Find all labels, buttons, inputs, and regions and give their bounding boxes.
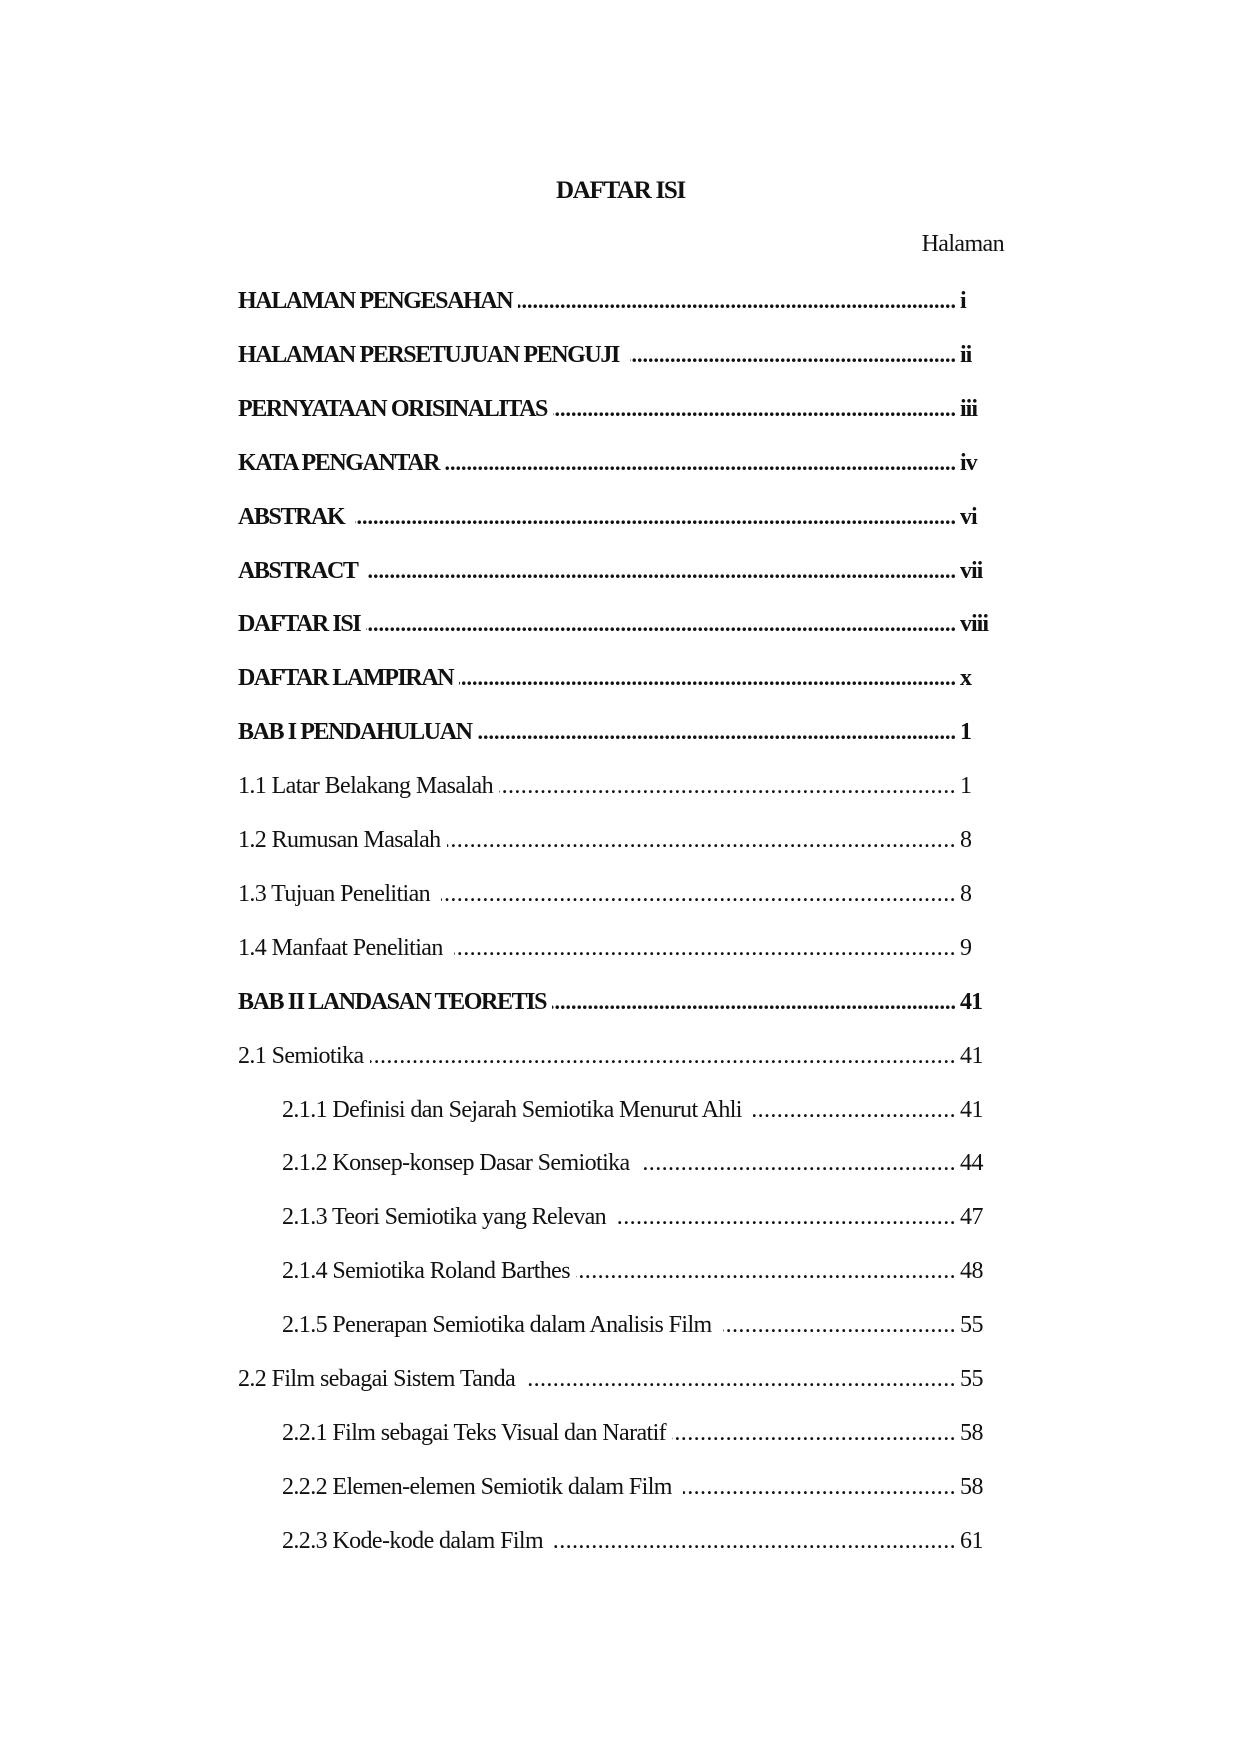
dot-leader xyxy=(459,663,956,693)
toc-entry-page-number: 55 xyxy=(960,1312,983,1338)
dot-leader xyxy=(454,933,956,963)
toc-entry xyxy=(282,1202,956,1232)
toc-entry-page-number: 58 xyxy=(960,1420,983,1446)
toc-entry xyxy=(238,556,956,586)
toc-entry-page-number: vii xyxy=(960,558,983,584)
dot-leader xyxy=(630,340,957,370)
toc-entry-page-number: iii xyxy=(960,396,978,422)
toc-entry-label: ABSTRACT xyxy=(238,558,362,584)
toc-entry-page-number: vi xyxy=(960,504,977,530)
toc-entry-label: ABSTRAK xyxy=(238,504,349,530)
toc-entry xyxy=(238,1041,956,1071)
toc-entry-label: KATA PENGANTAR xyxy=(238,450,440,476)
dot-leader xyxy=(447,825,956,855)
toc-entry xyxy=(238,609,956,639)
toc-entry-page-number: 61 xyxy=(960,1528,983,1554)
toc-entry-label: 2.2.2 Elemen-elemen Semiotik dalam Film xyxy=(282,1474,678,1500)
toc-entry-page-number: 9 xyxy=(960,935,972,961)
dot-leader xyxy=(617,1202,956,1232)
toc-entry-label: 1.4 Manfaat Penelitian xyxy=(238,935,449,961)
dot-leader xyxy=(355,502,956,532)
toc-entry-label: DAFTAR ISI xyxy=(238,611,361,637)
dot-leader xyxy=(518,286,956,316)
toc-entry-page-number: iv xyxy=(960,450,977,476)
toc-entry-page-number: 55 xyxy=(960,1366,983,1392)
toc-entry-page-number: 8 xyxy=(960,881,972,907)
dot-leader xyxy=(370,1041,956,1071)
toc-entry-page-number: 41 xyxy=(960,1097,983,1123)
dot-leader xyxy=(366,609,956,639)
toc-entry-page-number: 41 xyxy=(960,989,982,1015)
toc-entry-label: 2.1 Semiotika xyxy=(238,1043,364,1069)
toc-entry xyxy=(238,879,956,909)
toc-entry xyxy=(282,1256,956,1286)
toc-entry xyxy=(238,987,956,1017)
toc-entry-page-number: viii xyxy=(960,611,989,637)
toc-entry-page-number: 48 xyxy=(960,1258,983,1284)
dot-leader xyxy=(553,394,956,424)
dot-leader xyxy=(499,771,956,801)
dot-leader xyxy=(445,448,956,478)
toc-entry xyxy=(238,663,956,693)
dot-leader xyxy=(641,1148,956,1178)
page-column-header: Halaman xyxy=(921,231,1004,257)
dot-leader xyxy=(723,1310,956,1340)
toc-entry-page-number: 41 xyxy=(960,1043,983,1069)
toc-entry xyxy=(282,1148,956,1178)
toc-entry-page-number: 47 xyxy=(960,1204,983,1230)
toc-entry-page-number: 8 xyxy=(960,827,972,853)
dot-leader xyxy=(753,1095,956,1125)
dot-leader xyxy=(554,1526,956,1556)
toc-entry-label: HALAMAN PENGESAHAN xyxy=(238,288,513,314)
toc-entry-page-number: i xyxy=(960,288,966,314)
toc-entry xyxy=(238,933,956,963)
toc-entry-label: 2.1.1 Definisi dan Sejarah Semiotika Menurut Ahli xyxy=(282,1097,748,1123)
toc-entry-label: BAB I PENDAHULUAN xyxy=(238,719,472,745)
dot-leader xyxy=(576,1256,956,1286)
toc-entry-label: 2.1.2 Konsep-konsep Dasar Semiotika xyxy=(282,1150,636,1176)
page-title: DAFTAR ISI xyxy=(556,177,685,204)
dot-leader xyxy=(683,1472,956,1502)
dot-leader xyxy=(527,1364,956,1394)
toc-entry-label: 1.1 Latar Belakang Masalah xyxy=(238,773,493,799)
toc-entry-label: 2.1.4 Semiotika Roland Barthes xyxy=(282,1258,570,1284)
toc-entry xyxy=(238,394,956,424)
toc-entry xyxy=(238,340,956,370)
dot-leader xyxy=(552,987,956,1017)
toc-entry xyxy=(238,448,956,478)
toc-entry-page-number: 58 xyxy=(960,1474,983,1500)
toc-entry xyxy=(282,1526,956,1556)
toc-entry-label: 2.1.5 Penerapan Semiotika dalam Analisis Film xyxy=(282,1312,718,1338)
toc-entry xyxy=(282,1310,956,1340)
dot-leader xyxy=(368,556,956,586)
toc-entry-label: 1.2 Rumusan Masalah xyxy=(238,827,441,853)
toc-entry xyxy=(282,1095,956,1125)
toc-entry xyxy=(238,771,956,801)
toc-entry xyxy=(238,717,956,747)
toc-entry-page-number: 44 xyxy=(960,1150,983,1176)
toc-entry-label: BAB II LANDASAN TEORETIS xyxy=(238,989,547,1015)
toc-entry-page-number: 1 xyxy=(960,773,972,799)
toc-entry-page-number: 1 xyxy=(960,719,971,745)
toc-entry-label: DAFTAR LAMPIRAN xyxy=(238,665,454,691)
toc-entry-label: HALAMAN PERSETUJUAN PENGUJI xyxy=(238,342,624,368)
toc-entry xyxy=(238,286,956,316)
toc-entry-label: 2.2.1 Film sebagai Teks Visual dan Naratif xyxy=(282,1420,667,1446)
toc-entry xyxy=(238,1364,956,1394)
toc-entry-label: 2.2 Film sebagai Sistem Tanda xyxy=(238,1366,521,1392)
toc-entry xyxy=(282,1472,956,1502)
toc-entry-label: 2.1.3 Teori Semiotika yang Relevan xyxy=(282,1204,612,1230)
toc-entry xyxy=(238,502,956,532)
toc-entry xyxy=(238,825,956,855)
dot-leader xyxy=(441,879,956,909)
toc-entry-label: 2.2.3 Kode-kode dalam Film xyxy=(282,1528,549,1554)
toc-entry-label: 1.3 Tujuan Penelitian xyxy=(238,881,436,907)
toc-entry-page-number: x xyxy=(960,665,971,691)
toc-entry-page-number: ii xyxy=(960,342,972,368)
toc-entry-label: PERNYATAAN ORISINALITAS xyxy=(238,396,547,422)
dot-leader xyxy=(478,717,956,747)
toc-entry xyxy=(282,1418,956,1448)
dot-leader xyxy=(672,1418,956,1448)
